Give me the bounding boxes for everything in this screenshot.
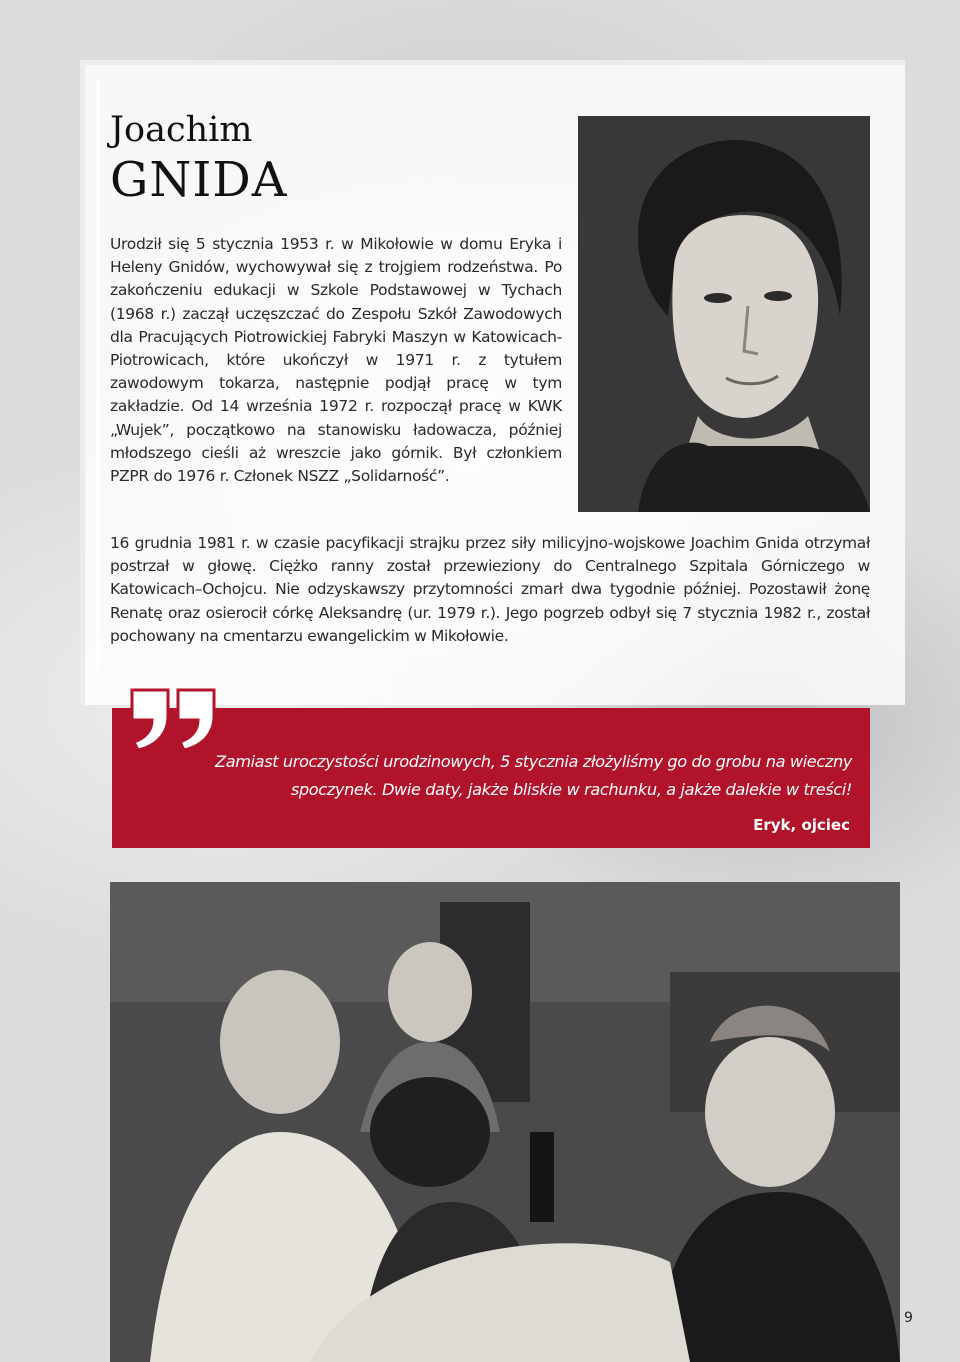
group-photo (110, 882, 900, 1362)
panel-edge (96, 80, 100, 670)
person-first-name: Joachim (110, 110, 253, 150)
biography-intro: Urodził się 5 stycznia 1953 r. w Mikołowie w domu Eryka i Heleny Gnidów, wychowywał się z trojgiem rodzeństwa. Po zakończeniu edukacji w Szkole Podstawowej w Tychach (1968 r.) zaczął uczęszczać do Zespołu Szkół Zawodowych dla Pracujących Piotrowickiej Fabryki Maszyn w Katowicach-Piotrowicach, które ukończył w 1971 r. z tytułem zawodowym tokarza, następnie podjął pracę w tym zakładzie. Od 14 września 1972 r. rozpoczął pracę w KWK „Wujek”, początkowo na stanowisku ładowacza, później młodszego cieśli aż wreszcie jako górnik. Był członkiem PZPR do 1976 r. Członek NSZZ „Solidarność”. (110, 235, 562, 486)
biography-death: 16 grudnia 1981 r. w czasie pacyfikacji strajku przez siły milicyjno-wojskowe Joachim Gnida otrzymał postrzał w głowę. Ciężko ranny został przewieziony do Centralnego Szpitala Górniczego w Katowicach–Ochojcu. Nie odzyskawszy przytomności zmarł dwa tygodnie później. Pozostawił żonę Renatę oraz osierocił córkę Aleksandrę (ur. 1979 r.). Jego pogrzeb odbył się 7 stycznia 1982 r., został pochowany na cmentarzu ewangelickim w Mikołowie. (110, 534, 870, 645)
quote-text: Zamiast uroczystości urodzinowych, 5 stycznia złożyliśmy go do grobu na wieczny spoczynek. Dwie daty, jakże bliskie w rachunku, a jakże dalekie w treści! (215, 752, 852, 799)
person-last-name: GNIDA (110, 152, 288, 208)
quote-author: Eryk, ojciec (753, 816, 850, 834)
portrait-photo (578, 116, 870, 512)
page-number: 9 (904, 1310, 913, 1326)
quotation-mark-icon (128, 686, 218, 752)
